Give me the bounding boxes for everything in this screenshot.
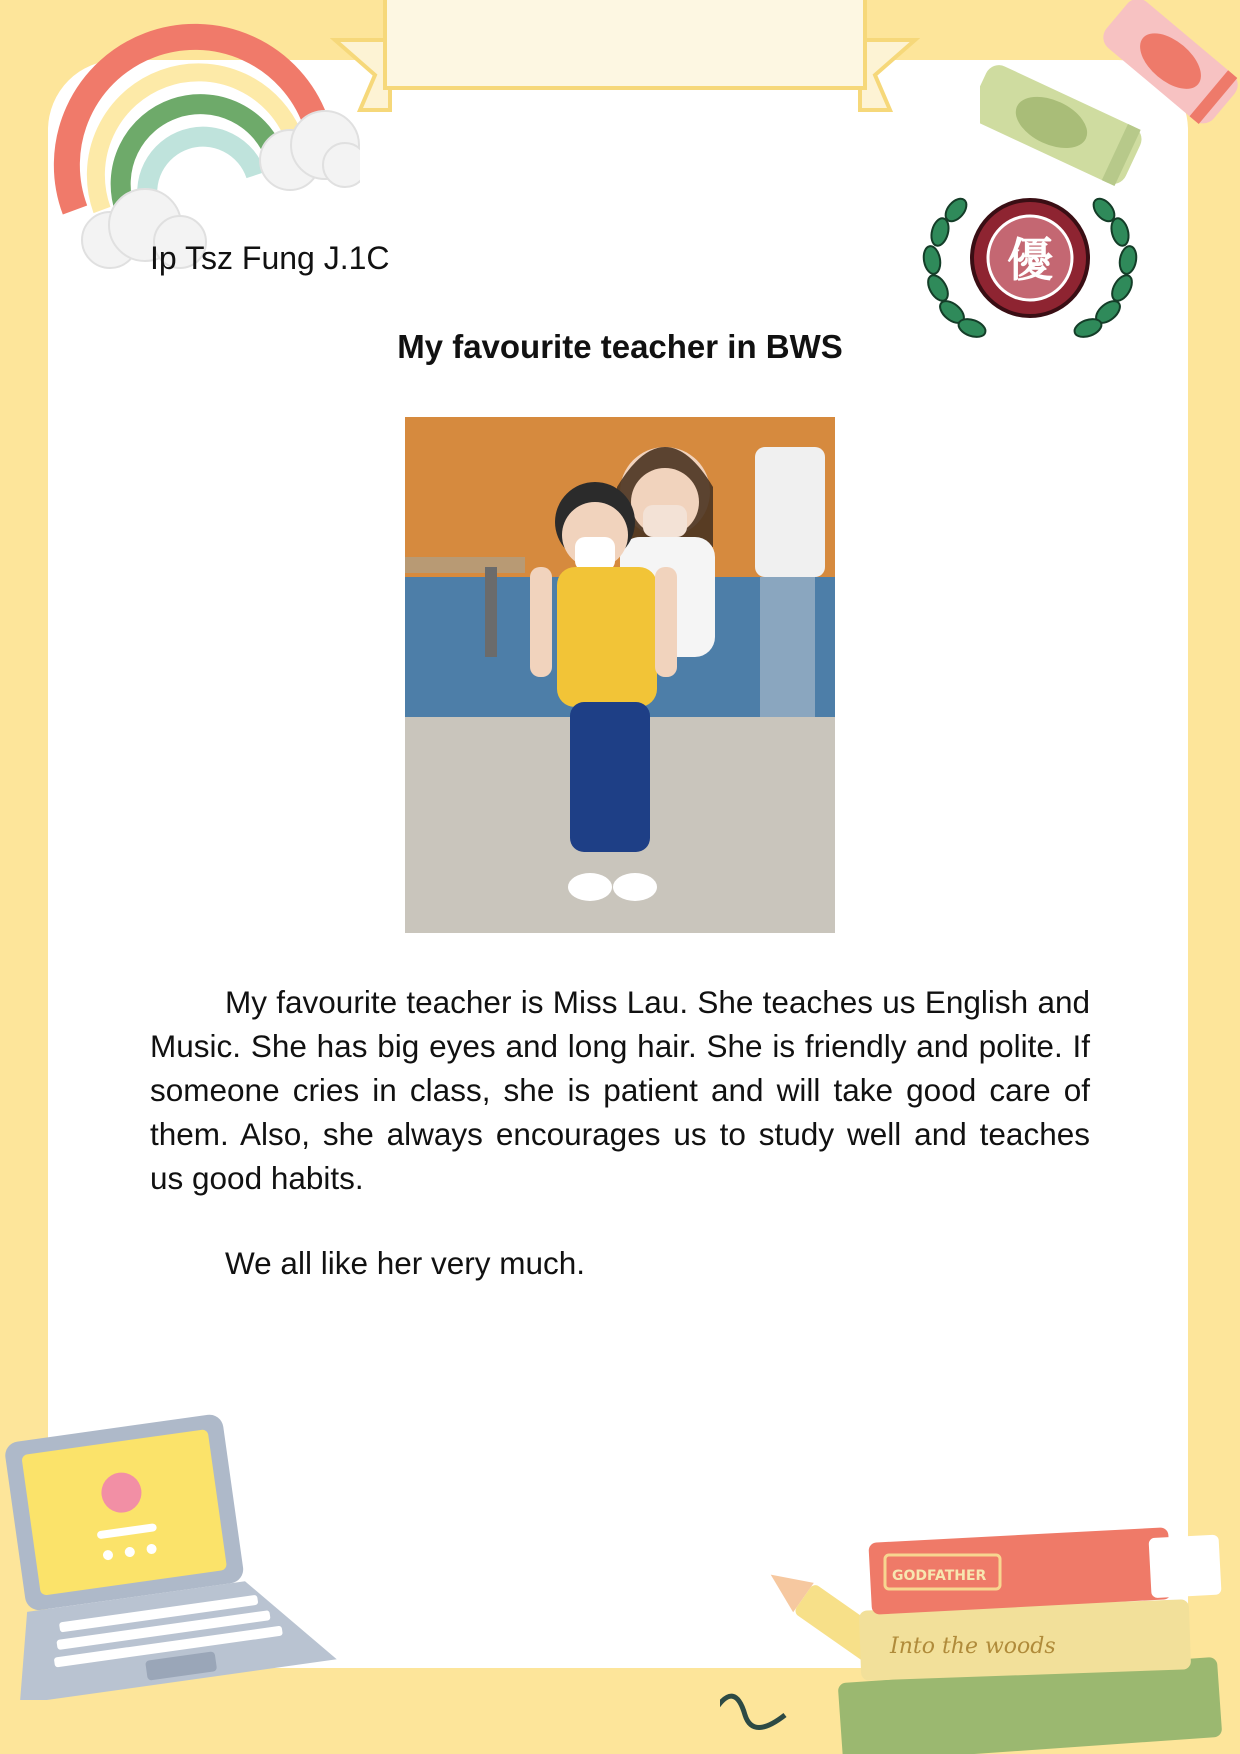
essay-closing-line: We all like her very much. [225, 1245, 586, 1281]
books-decoration [720, 1460, 1240, 1754]
essay-paragraph: My favourite teacher is Miss Lau. She teaches us English and Music. She has big eyes and long hair. She is friendly and polite. If someone cries in class, she is patient and will take good care of them. Also, she always encourages us to study well and teaches us good habits. [150, 984, 1090, 1196]
laptop-decoration [0, 1400, 360, 1700]
school-emblem [910, 180, 1150, 350]
emblem-character: 優 [1007, 233, 1053, 287]
book-title-into-the-woods: Into the woods [890, 1634, 1056, 1659]
book-title-godfather: GODFATHER [892, 1568, 987, 1584]
title-banner-ribbon [330, 0, 920, 120]
page-title: My favourite teacher in BWS [397, 328, 843, 365]
rainbow-decoration [40, 0, 360, 280]
teacher-student-photo [405, 417, 835, 933]
author-name: Ip Tsz Fung J.1C [150, 240, 390, 276]
